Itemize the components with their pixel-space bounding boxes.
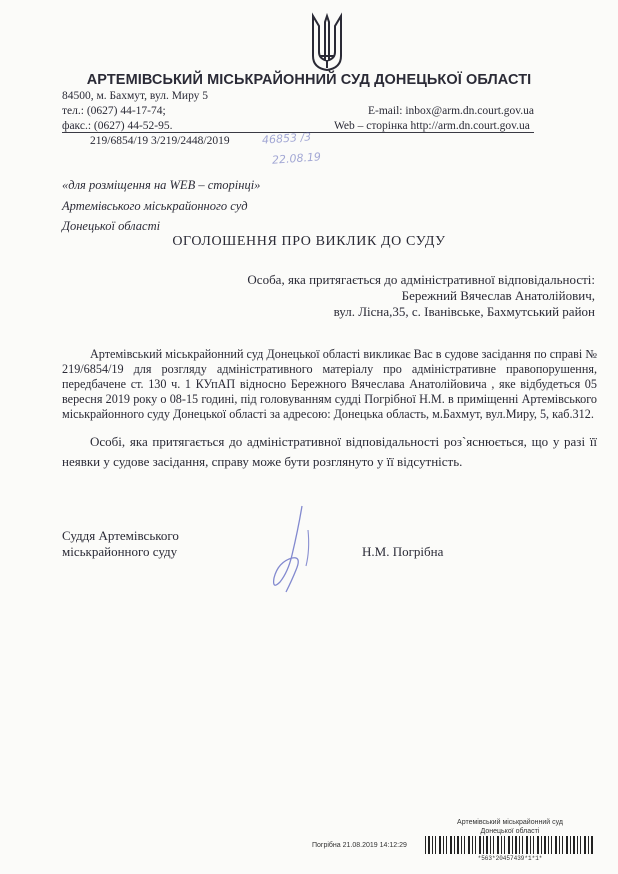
print-info: Погрібна 21.08.2019 14:12:29	[312, 842, 407, 849]
judge-signature	[262, 500, 332, 600]
case-numbers: 219/6854/19 3/219/2448/2019	[90, 135, 230, 147]
stamp-line-1: Артемівський міськрайонний суд	[457, 819, 563, 826]
judge-position-line-1: Суддя Артемівського	[62, 528, 179, 543]
summons-paragraph: Артемівський міськрайонний суд Донецької області викликає Вас в судове засідання по справі № 219/6854/19 для розгляду адміністративного матеріалу про адміністративне правопорушення, передбачене ст. 130 ч. 1 КУпАП відносно Бережного Вячеслава Анатолійовича , яке відбудеться 05 вересня 2019 року о 08-15 годині, під головуванням судді Погрібної Н.М. в приміщенні Артемівського міськрайонного суду Донецької області за адресою: Донецька область, м.Бахмут, вул.Миру, 5, каб.312.	[62, 347, 597, 421]
recipient-line-1: «для розміщення на WEB – сторінці»	[62, 178, 261, 192]
recipient-line-3: Донецької області	[62, 219, 161, 233]
notice-title: ОГОЛОШЕННЯ ПРО ВИКЛИК ДО СУДУ	[172, 234, 446, 249]
addressee-name: Бережний Вячеслав Анатолійович,	[401, 288, 595, 303]
court-website: Web – сторінка http://arm.dn.court.gov.ua	[334, 120, 530, 132]
barcode-number: *563*20457439*1*1*	[477, 855, 543, 862]
court-phone: тел.: (0627) 44-17-74;	[62, 105, 166, 117]
judge-name: Н.М. Погрібна	[362, 544, 444, 559]
court-name-heading: АРТЕМІВСЬКИЙ МІСЬКРАЙОННИЙ СУД ДОНЕЦЬКОЇ ОБЛАСТІ	[86, 72, 532, 88]
absence-notice-paragraph: Особі, яка притягається до адміністративної відповідальності роз`яснюється, що у разі її неявки у судове засідання, справу може бути розглянуто у її відсутність.	[62, 434, 597, 469]
recipient-line-2: Артемівського міськрайонного суд	[62, 199, 248, 213]
coat-of-arms-emblem	[309, 12, 345, 72]
document-barcode	[425, 836, 595, 854]
addressee-line-1: Особа, яка притягається до адміністративної відповідальності:	[247, 272, 595, 287]
court-fax: факс.: (0627) 44-52-95.	[62, 120, 173, 132]
court-footer-stamp	[430, 818, 590, 836]
handwritten-date: 22.08.19	[271, 150, 322, 167]
judge-position-line-2: міськрайонного суду	[62, 544, 178, 559]
stamp-line-2: Донецької області	[480, 828, 540, 835]
addressee-address: вул. Лісна,35, с. Іванівське, Бахмутський район	[333, 304, 595, 319]
court-address: 84500, м. Бахмут, вул. Миру 5	[62, 90, 209, 102]
handwritten-registration-number: 46853 /3	[261, 130, 312, 147]
court-email: E-mail: inbox@arm.dn.court.gov.ua	[368, 105, 535, 117]
